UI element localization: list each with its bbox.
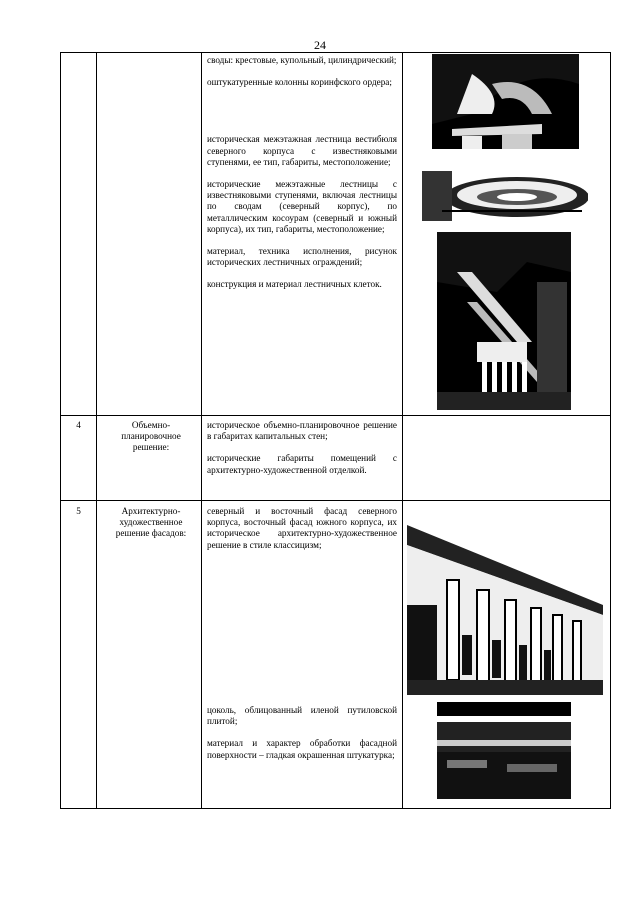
item-text: историческая межэтажная лестница вестибюля северного корпуса с известняковыми ступенями, ее тип, габариты, местоположение; (207, 134, 397, 167)
row-4-items (207, 420, 397, 476)
column-divider (402, 52, 403, 809)
row-name: Архитектурно-художественное решение фасадов: (115, 506, 187, 539)
row-name: Объемно-планировочное решение: (121, 420, 181, 453)
column-divider (96, 52, 97, 809)
item-text: конструкция и материал лестничных клеток. (207, 279, 382, 290)
table-border-top (60, 52, 611, 53)
page-number: 24 (314, 38, 326, 52)
row-divider (60, 415, 611, 416)
item-text: своды: крестовые, купольный, цилиндрический; (207, 55, 397, 65)
item-text: материал, техника исполнения, рисунок исторических лестничных ограждений; (207, 246, 397, 268)
vault-columns-photo (432, 54, 579, 162)
plinth-photo (437, 702, 571, 799)
row-divider (60, 500, 611, 501)
staircase-interior-photo (437, 232, 571, 410)
column-divider (610, 52, 611, 809)
spiral-staircase-photo (422, 171, 588, 221)
column-divider (201, 52, 202, 809)
item-text: материал и характер обработки фасадной поверхности – гладкая окрашенная штукатурка; (207, 738, 397, 760)
row-1-items (207, 55, 397, 291)
table-border-bottom (60, 808, 611, 809)
item-text: оштукатуренные колонны коринфского ордера; (207, 77, 392, 88)
row-number: 5 (76, 506, 81, 516)
item-text: цоколь, облицованный иленой путиловской плитой; (207, 705, 397, 727)
item-text: исторические межэтажные лестницы с известняковыми ступенями, включая лестницы по сводам (северный корпус), по металлическим косоурам (северный и южный корпуса), их тип, габариты, местоположение; (207, 179, 397, 234)
row-5-items-top (207, 506, 397, 551)
row-5-items-bottom (207, 705, 397, 761)
item-text: историческое объемно-планировочное решение в габаритах капитальных стен; (207, 420, 397, 442)
item-text: северный и восточный фасад северного корпуса, восточный фасад южного корпуса, их историческое архитектурно-художественное решение в стиле классицизм; (207, 506, 397, 550)
item-text: исторические габариты помещений с архитектурно-художественной отделкой. (207, 453, 397, 475)
row-number: 4 (76, 420, 81, 430)
facade-photo (407, 505, 603, 695)
